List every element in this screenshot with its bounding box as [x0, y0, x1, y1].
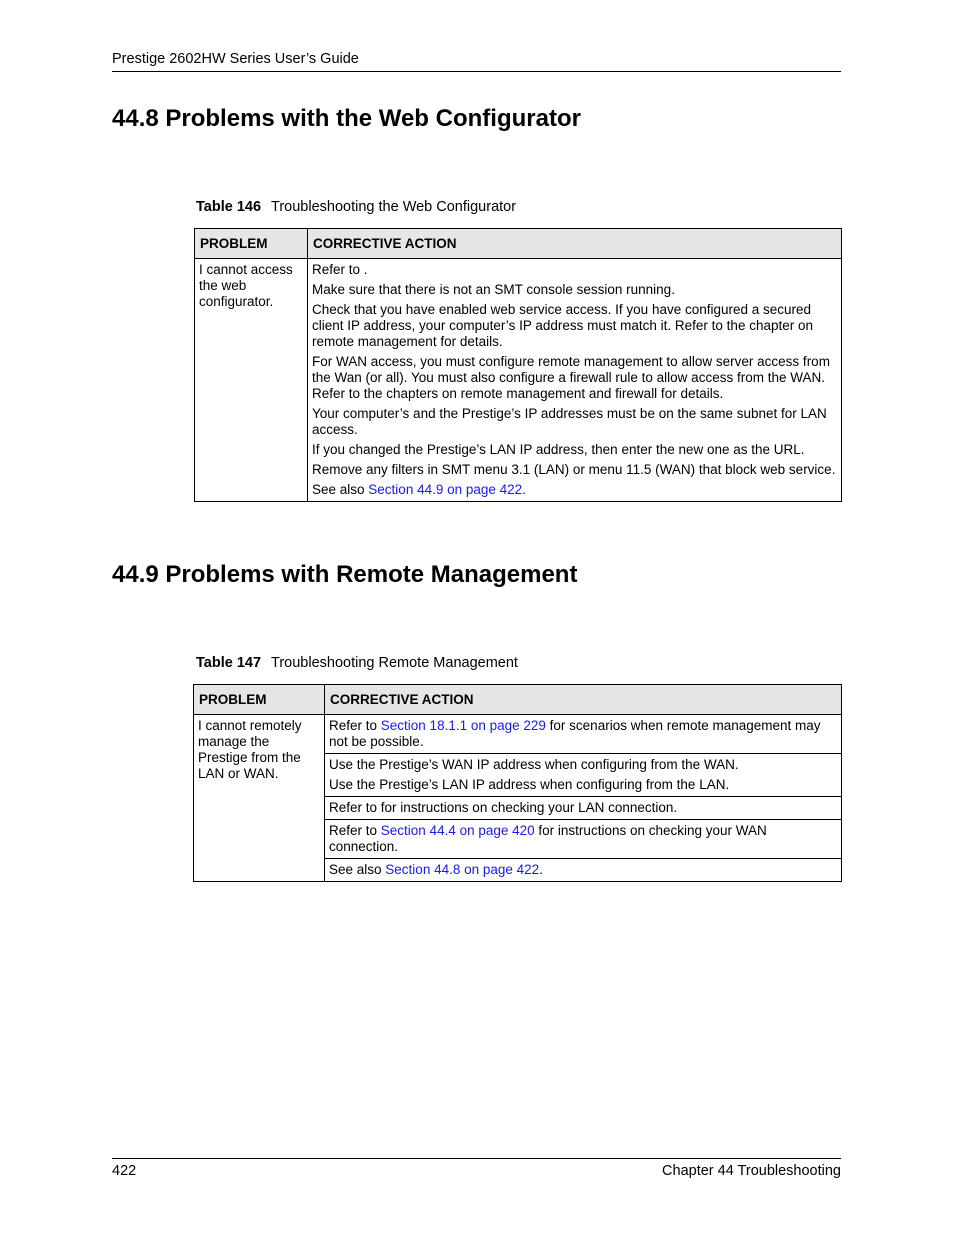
action-text: for instructions on checking your WAN connection. — [329, 823, 767, 854]
problem-text: I cannot remotely manage the Prestige from the LAN or WAN. — [198, 718, 302, 781]
see-also-prefix: See also — [312, 482, 369, 497]
col-header-action: CORRECTIVE ACTION — [308, 229, 842, 259]
action-line: Refer to . — [312, 262, 368, 277]
table-label: Table 146 — [196, 199, 262, 215]
section-44-9-link[interactable]: Section 44.9 on page 422. — [368, 482, 526, 497]
action-text: Refer to for instructions on checking your LAN connection. — [329, 800, 678, 815]
action-text: Refer to — [329, 718, 381, 733]
action-text: Refer to — [329, 823, 381, 838]
header-title: Prestige 2602HW Series User’s Guide — [112, 51, 359, 67]
action-line: Use the Prestige’s WAN IP address when configuring from the WAN. — [329, 757, 739, 772]
table-147-caption — [196, 655, 518, 671]
action-text: . — [539, 862, 543, 877]
action-line: Make sure that there is not an SMT console session running. — [312, 282, 675, 297]
action-cell — [325, 820, 842, 859]
table-146-caption — [196, 199, 516, 215]
section-title-44-9: 44.9 Problems with Remote Management — [112, 561, 578, 588]
action-cell — [325, 797, 842, 820]
page-number: 422 — [112, 1163, 137, 1179]
action-cell — [308, 259, 842, 502]
section-18-1-1-link[interactable]: Section 18.1.1 on page 229 — [380, 718, 546, 733]
action-line: Remove any filters in SMT menu 3.1 (LAN) or menu 11.5 (WAN) that block web service. — [312, 462, 836, 477]
problem-cell — [194, 715, 325, 882]
action-text: for scenarios when remote management may not be possible. — [329, 718, 821, 749]
action-cell — [325, 754, 842, 797]
table-header-row — [194, 685, 842, 715]
table-caption-text: Troubleshooting Remote Management — [271, 655, 518, 671]
table-146 — [194, 228, 842, 502]
section-44-4-link[interactable]: Section 44.4 on page 420 — [380, 823, 535, 838]
problem-cell — [195, 259, 308, 502]
action-cell — [325, 715, 842, 754]
running-header — [112, 51, 841, 72]
action-line: For WAN access, you must configure remote management to allow server access from the Wan (or all). You must also configure a firewall rule to allow access from the WAN. Refer to the chapters on remote management and firewall for details. — [312, 354, 830, 401]
section-44-8-link[interactable]: Section 44.8 on page 422 — [385, 862, 540, 877]
table-row — [194, 715, 842, 754]
see-also-line — [312, 482, 836, 498]
action-text: See also — [329, 862, 386, 877]
problem-text: I cannot access the web configurator. — [199, 262, 293, 309]
chapter-title: Chapter 44 Troubleshooting — [662, 1163, 841, 1179]
table-header-row — [195, 229, 842, 259]
col-header-problem: PROBLEM — [194, 685, 325, 715]
action-line: Your computer’s and the Prestige’s IP addresses must be on the same subnet for LAN access. — [312, 406, 827, 437]
table-label: Table 147 — [196, 655, 262, 671]
running-footer — [112, 1158, 841, 1179]
table-caption-text: Troubleshooting the Web Configurator — [271, 199, 517, 215]
action-line: Check that you have enabled web service access. If you have configured a secured client IP address, your computer’s IP address must match it. Refer to the chapter on remote management for details. — [312, 302, 813, 349]
col-header-problem: PROBLEM — [195, 229, 308, 259]
action-line: If you changed the Prestige’s LAN IP address, then enter the new one as the URL. — [312, 442, 805, 457]
table-147 — [193, 684, 842, 882]
col-header-action: CORRECTIVE ACTION — [325, 685, 842, 715]
action-cell — [325, 859, 842, 882]
table-row — [195, 259, 842, 502]
section-title-44-8: 44.8 Problems with the Web Configurator — [112, 105, 581, 132]
action-line: Use the Prestige’s LAN IP address when configuring from the LAN. — [329, 777, 730, 792]
